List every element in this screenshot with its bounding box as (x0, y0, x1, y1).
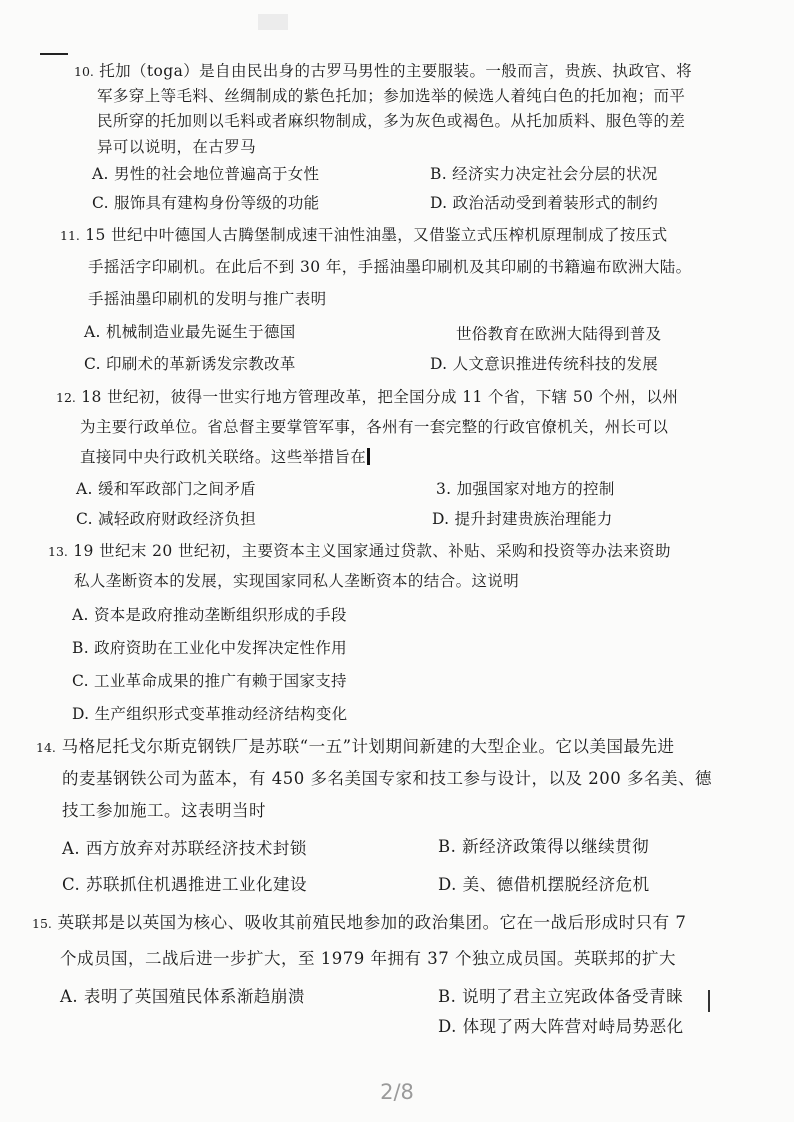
option-b[interactable]: B. 说明了君主立宪政体备受青睐 (438, 987, 684, 1006)
option-d[interactable]: D. 人文意识推进传统科技的发展 (430, 355, 659, 373)
text-cursor (367, 448, 370, 465)
question-text-line: 军多穿上等毛料、丝绸制成的紫色托加；参加选举的候选人着纯白色的托加袍；而平 (97, 87, 686, 105)
question-text-line: 10. 托加（toga）是自由民出身的古罗马男性的主要服装。一般而言，贵族、执政官、将 (74, 62, 693, 80)
option-d[interactable]: D. 政治活动受到着装形式的制约 (430, 194, 659, 212)
option-a[interactable]: A. 资本是政府推动垄断组织形成的手段 (72, 606, 347, 624)
question-text-line: 私人垄断资本的发展，实现国家同私人垄断资本的结合。这说明 (74, 572, 520, 590)
question-text-line: 直接同中央行政机关联络。这些举措旨在 (80, 446, 370, 468)
question-text-line: 11. 15 世纪中叶德国人古腾堡制成速干油性油墨，又借鉴立式压榨机原理制成了按压式 (60, 226, 668, 244)
scan-smudge (258, 14, 288, 30)
option-b[interactable]: 3. 加强国家对地方的控制 (436, 480, 615, 498)
option-c[interactable]: C. 印刷术的革新诱发宗教改革 (84, 355, 296, 373)
question-number: 15. (32, 916, 52, 931)
question-text-line: 15. 英联邦是以英国为核心、吸收其前殖民地参加的政治集团。它在一战后形成时只有 7 (32, 913, 687, 932)
question-text-line: 手摇活字印刷机。在此后不到 30 年，手摇油墨印刷机及其印刷的书籍遍布欧洲大陆。 (88, 258, 692, 276)
question-number: 11. (60, 228, 80, 243)
option-b[interactable]: B. 新经济政策得以继续贯彻 (438, 837, 650, 856)
question-text-line: 民所穿的托加则以毛料或者麻织物制成，多为灰色或褐色。从托加质料、服色等的差 (97, 112, 686, 130)
option-a[interactable]: A. 缓和军政部门之间矛盾 (76, 480, 256, 498)
page-number: 2/8 (380, 1080, 414, 1104)
question-number: 12. (56, 390, 76, 405)
question-text-line: 12. 18 世纪初，彼得一世实行地方管理改革，把全国分成 11 个省，下辖 50 个州，以州 (56, 388, 679, 406)
option-a[interactable]: A. 男性的社会地位普遍高于女性 (92, 165, 320, 183)
margin-tick (708, 990, 710, 1012)
option-c[interactable]: C. 苏联抓住机遇推进工业化建设 (62, 875, 308, 894)
option-d[interactable]: D. 体现了两大阵营对峙局势恶化 (438, 1017, 684, 1036)
question-number: 10. (74, 64, 94, 79)
option-d[interactable]: D. 美、德借机摆脱经济危机 (438, 875, 650, 894)
option-c[interactable]: C. 工业革命成果的推广有赖于国家支持 (72, 672, 347, 690)
option-b[interactable]: 世俗教育在欧洲大陆得到普及 (456, 325, 662, 343)
option-a[interactable]: A. 机械制造业最先诞生于德国 (84, 323, 296, 341)
question-text-line: 13. 19 世纪末 20 世纪初，主要资本主义国家通过贷款、补贴、采购和投资等办法来资助 (48, 542, 671, 560)
option-b[interactable]: B. 政府资助在工业化中发挥决定性作用 (72, 639, 347, 657)
option-d[interactable]: D. 生产组织形式变革推动经济结构变化 (72, 705, 348, 723)
option-d[interactable]: D. 提升封建贵族治理能力 (432, 510, 613, 528)
question-number: 14. (36, 740, 56, 755)
question-text-line: 手摇油墨印刷机的发明与推广表明 (88, 290, 327, 308)
option-b[interactable]: B. 经济实力决定社会分层的状况 (430, 165, 658, 183)
question-text-line: 技工参加施工。这表明当时 (62, 801, 266, 820)
option-a[interactable]: A. 西方放弃对苏联经济技术封锁 (62, 839, 307, 858)
question-text-line: 的麦基钢铁公司为蓝本，有 450 多名美国专家和技工参与设计，以及 200 多名美、德 (62, 769, 712, 788)
question-text-line: 个成员国，二战后进一步扩大，至 1979 年拥有 37 个独立成员国。英联邦的扩大 (60, 949, 676, 968)
question-number: 13. (48, 544, 68, 559)
margin-mark (40, 53, 68, 55)
option-c[interactable]: C. 减轻政府财政经济负担 (76, 510, 257, 528)
question-text-line: 异可以说明，在古罗马 (97, 138, 257, 156)
option-a[interactable]: A. 表明了英国殖民体系渐趋崩溃 (60, 987, 305, 1006)
question-text-line: 14. 马格尼托戈尔斯克钢铁厂是苏联“一五”计划期间新建的大型企业。它以美国最先进 (36, 737, 675, 756)
question-text-line: 为主要行政单位。省总督主要掌管军事，各州有一套完整的行政官僚机关，州长可以 (80, 418, 669, 436)
option-c[interactable]: C. 服饰具有建构身份等级的功能 (92, 194, 320, 212)
